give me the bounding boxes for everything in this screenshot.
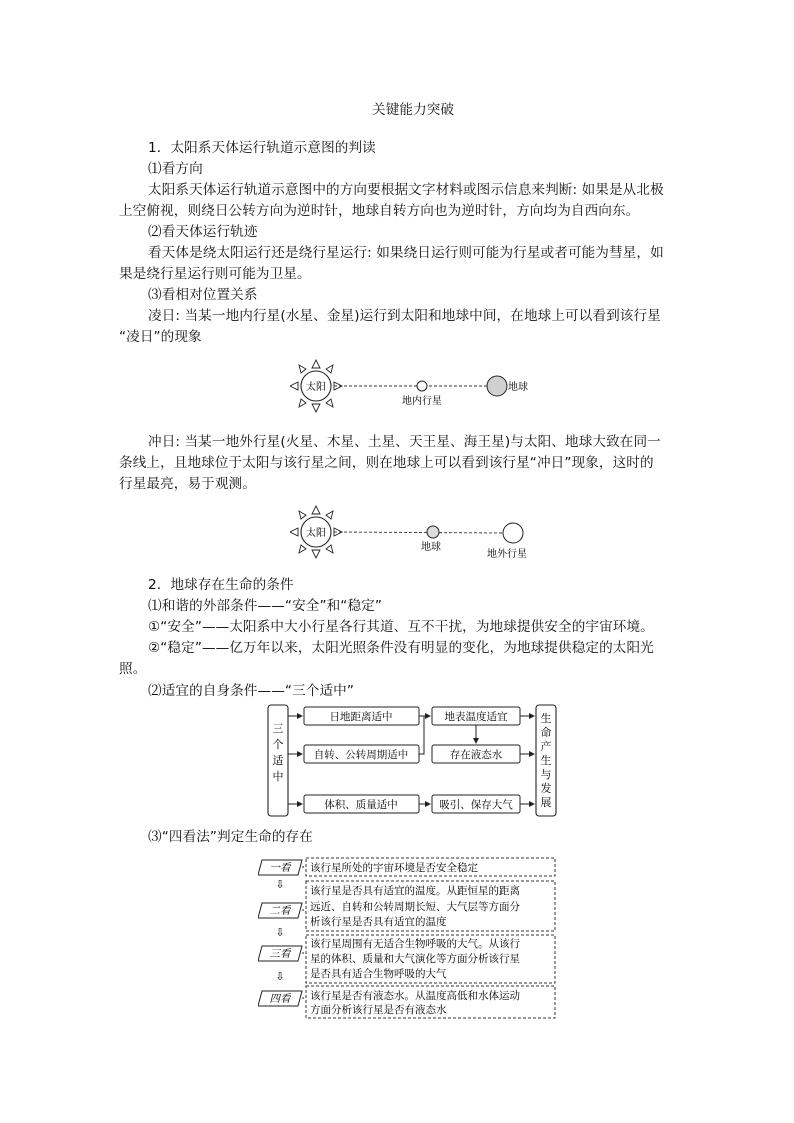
look-text: 远近、自转和公转周期长短、大气层等方面分	[310, 901, 520, 913]
box-text: 体积、质量适中	[324, 799, 398, 811]
subhead-internal: ⑵适宜的自身条件——“三个适中”	[148, 683, 354, 699]
inner-planet-label: 地内行星	[402, 396, 442, 407]
paragraph-line: 条线上，且地球位于太阳与该行星之间，则在地球上可以看到该行星“冲日”现象，这时的	[119, 455, 654, 471]
look-text: 是否具有适合生物呼吸的大气	[310, 968, 447, 980]
paragraph-line: ①“安全”——太阳系中大小行星各行其道、互不干扰，为地球提供安全的宇宙环境。	[148, 619, 654, 635]
look-text: 该行星所处的宇宙环境是否安全稳定	[310, 862, 478, 874]
paragraph-line: 冲日: 当某一地外行星(火星、木星、土星、天王星、海王星)与太阳、地球大致在同一	[148, 434, 661, 450]
right-char: 生	[540, 754, 552, 767]
box-text: 吸引、保存大气	[439, 799, 513, 811]
three-moderates-flowchart	[262, 702, 562, 822]
look-label: 二看	[269, 905, 291, 917]
paragraph-line: 果是绕行星运行则可能为卫星。	[119, 266, 311, 282]
look-text: 该行星是否具有适宜的温度。从距恒星的距离	[310, 885, 520, 897]
sun-label: 太阳	[306, 528, 326, 539]
section-1-heading: 1．太阳系天体运行轨道示意图的判读	[148, 140, 376, 156]
paragraph-line: 太阳系天体运行轨道示意图中的方向要根据文字材料或图示信息来判断: 如果是从北极	[148, 182, 664, 198]
paragraph-line: 凌日: 当某一地内行星(水星、金星)运行到太阳和地球中间，在地球上可以看到该行星	[148, 308, 661, 324]
right-char: 命	[540, 726, 552, 739]
paragraph-line: 看天体是绕太阳运行还是绕行星运行: 如果绕日运行则可能为行星或者可能为彗星，如	[148, 245, 664, 261]
down-arrow-icon: ⇩	[275, 878, 285, 891]
section-2-heading: 2．地球存在生命的条件	[148, 577, 294, 593]
box-text: 地表温度适宜	[444, 711, 508, 723]
box-text: 自转、公转周期适中	[313, 749, 409, 761]
down-arrow-icon: ⇩	[275, 926, 285, 939]
look-text: 析该行星是否具有适宜的温度	[310, 916, 447, 928]
right-char: 产	[540, 740, 552, 753]
paragraph-line: 上空俯视，则绕日公转方向为逆时针，地球自转方向也为逆时针，方向均为自西向东。	[119, 203, 640, 219]
left-char: 中	[272, 770, 284, 783]
left-char: 三	[272, 722, 284, 735]
box-text: 存在液态水	[449, 749, 503, 761]
four-looks-diagram	[258, 855, 558, 1020]
subhead-trajectory: ⑵看天体运行轨迹	[148, 224, 258, 240]
earth-label: 地球	[508, 382, 528, 393]
left-char: 适	[272, 754, 284, 767]
paragraph-line: “凌日”的现象	[119, 329, 202, 345]
look-label: 三看	[269, 948, 291, 960]
earth-label: 地球	[421, 542, 441, 553]
look-text: 星的体积、质量和大气演化等方面分析该行星	[310, 953, 520, 965]
look-label: 四看	[269, 993, 291, 1005]
look-text: 该行星是否有液态水。从温度高低和水体运动	[310, 990, 520, 1002]
look-label: 一看	[269, 862, 291, 874]
subhead-external: ⑴和谐的外部条件——“安全”和“稳定”	[148, 598, 382, 614]
paragraph-line: ②“稳定”——亿万年以来，太阳光照条件没有明显的变化，为地球提供稳定的太阳光	[148, 640, 654, 656]
box-text: 日地距离适中	[329, 711, 393, 723]
look-text: 方面分析该行星是否有液态水	[310, 1004, 447, 1016]
earth-icon	[427, 526, 439, 538]
outer-planet-icon	[503, 523, 523, 543]
opposition-diagram	[290, 502, 550, 564]
page-title: 关键能力突破	[372, 102, 455, 118]
inner-planet-icon	[417, 381, 427, 391]
look-text: 该行星周围有无适合生物呼吸的大气。从该行	[310, 938, 520, 950]
right-char: 与	[540, 768, 552, 781]
subhead-direction: ⑴看方向	[148, 161, 203, 177]
paragraph-line: 照。	[119, 661, 147, 677]
sun-label: 太阳	[306, 382, 326, 393]
left-char: 个	[272, 738, 284, 751]
transit-diagram	[290, 356, 540, 416]
subhead-position: ⑶看相对位置关系	[148, 287, 258, 303]
right-char: 生	[540, 712, 552, 725]
right-char: 展	[540, 796, 552, 809]
down-arrow-icon: ⇩	[275, 970, 285, 983]
paragraph-line: 行星最亮，易于观测。	[119, 476, 256, 492]
subhead-four-looks: ⑶“四看法”判定生命的存在	[148, 829, 313, 845]
right-char: 发	[540, 782, 552, 795]
outer-planet-label: 地外行星	[487, 549, 527, 560]
earth-icon	[487, 376, 507, 396]
